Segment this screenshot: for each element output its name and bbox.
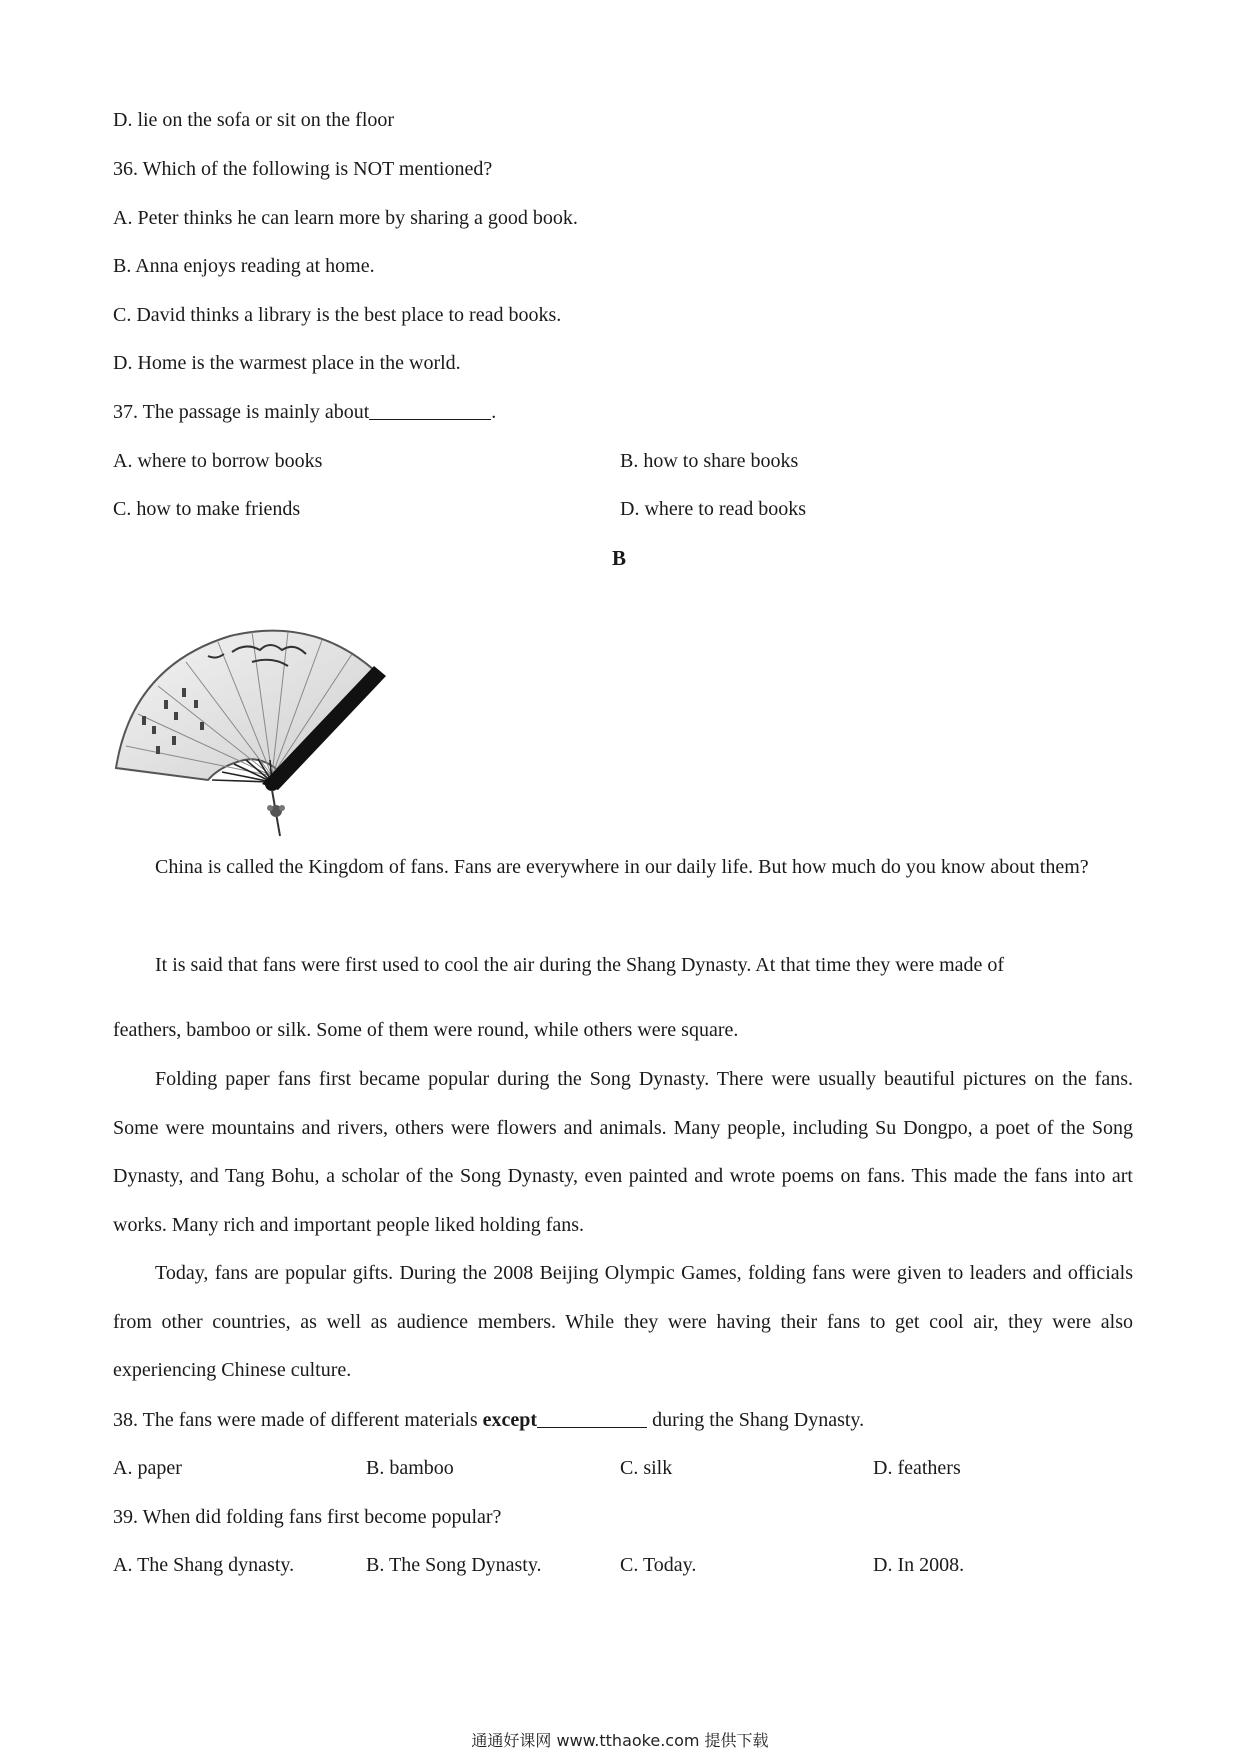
answer-blank bbox=[369, 401, 491, 420]
folding-fan-illustration bbox=[112, 596, 422, 840]
q38-option-d: D. feathers bbox=[873, 1457, 961, 1479]
page-footer: 通通好课网 www.tthaoke.com 提供下载 bbox=[471, 1731, 769, 1750]
q39-option-b: B. The Song Dynasty. bbox=[366, 1554, 542, 1576]
q36-option-a: A. Peter thinks he can learn more by sharing a good book. bbox=[113, 207, 578, 229]
q36-option-d: D. Home is the warmest place in the world. bbox=[113, 352, 461, 374]
q38-option-b: B. bamboo bbox=[366, 1457, 454, 1479]
q37-stem bbox=[113, 400, 496, 424]
passage-paragraph-3: Folding paper fans first became popular during the Song Dynasty. There were usually beautiful pictures on the fans. Some were mountains and rivers, others were flowers and animals. Many people, including Su Dongpo, a poet of the Song Dynasty, and Tang Bohu, a scholar of the Song Dynasty, even painted and wrote poems on fans. This made the fans into art works. Many rich and important people liked holding fans. bbox=[113, 1068, 1133, 1236]
q37-stem-text: 37. The passage is mainly about bbox=[113, 401, 370, 423]
passage-paragraph-2-line-2: feathers, bamboo or silk. Some of them were round, while others were square. bbox=[113, 1019, 739, 1041]
q39-option-a: A. The Shang dynasty. bbox=[113, 1554, 295, 1576]
q37-option-b: B. how to share books bbox=[620, 450, 799, 472]
q36-stem: 36. Which of the following is NOT mentioned? bbox=[113, 158, 493, 180]
q39-stem: 39. When did folding fans first become popular? bbox=[113, 1506, 502, 1528]
q38-stem-text: 38. The fans were made of different materials bbox=[113, 1409, 483, 1431]
q36-option-b: B. Anna enjoys reading at home. bbox=[113, 255, 375, 277]
q38-stem bbox=[113, 1408, 864, 1432]
q36-option-c: C. David thinks a library is the best place to read books. bbox=[113, 304, 562, 326]
q38-option-a: A. paper bbox=[113, 1457, 182, 1479]
q35-option-d: D. lie on the sofa or sit on the floor bbox=[113, 109, 395, 131]
answer-blank bbox=[537, 1409, 647, 1428]
q37-option-c: C. how to make friends bbox=[113, 498, 301, 520]
passage-paragraph-1: China is called the Kingdom of fans. Fans are everywhere in our daily life. But how much do you know about them? bbox=[155, 856, 1089, 878]
q38-stem-end: during the Shang Dynasty. bbox=[647, 1409, 865, 1431]
passage-paragraph-2-line-1: It is said that fans were first used to cool the air during the Shang Dynasty. At that time they were made of bbox=[155, 954, 1005, 976]
q37-option-d: D. where to read books bbox=[620, 498, 807, 520]
q37-option-a: A. where to borrow books bbox=[113, 450, 323, 472]
q39-option-c: C. Today. bbox=[620, 1554, 697, 1576]
section-heading: B bbox=[612, 546, 627, 570]
q38-option-c: C. silk bbox=[620, 1457, 673, 1479]
q37-stem-end: . bbox=[491, 401, 497, 423]
q38-keyword: except bbox=[482, 1409, 538, 1431]
passage-paragraph-4: Today, fans are popular gifts. During the 2008 Beijing Olympic Games, folding fans were given to leaders and officials from other countries, as well as audience members. While they were having their fans to get cool air, they were also experiencing Chinese culture. bbox=[113, 1262, 1133, 1381]
q39-option-d: D. In 2008. bbox=[873, 1554, 965, 1576]
